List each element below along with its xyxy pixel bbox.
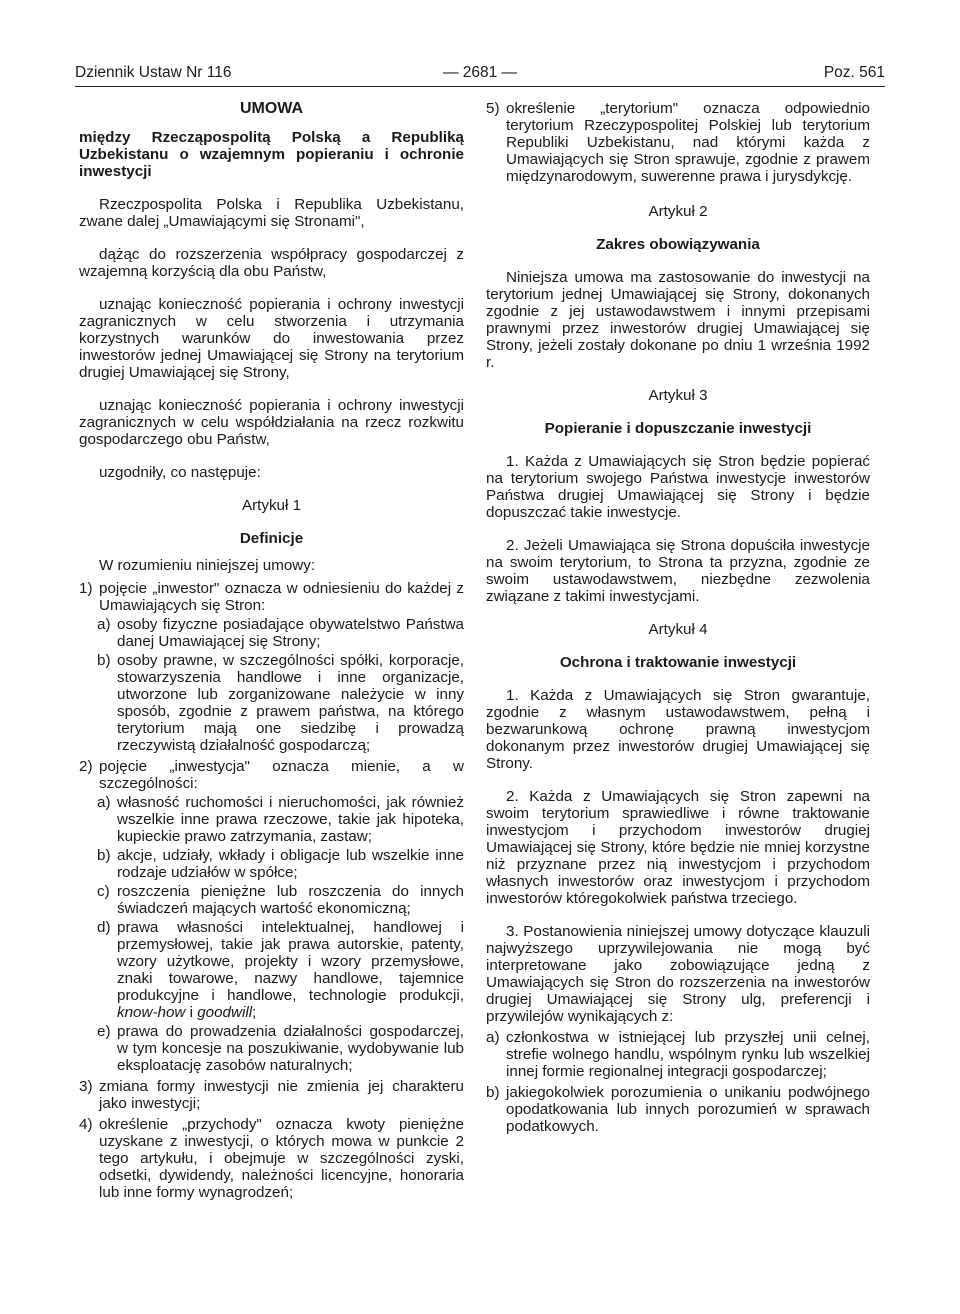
article-3-paragraph-1: 1. Każda z Umawiających się Stron będzie popierać na terytorium swojego Państwa inwestycje inwestorów Państwa drugiej Umawiającej się Strony i będzie dopuszczać takie inwestycje. <box>486 453 870 521</box>
article-4-paragraph-3: 3. Postanowienia niniejszej umowy dotyczące klauzuli najwyższego uprzywilejowania nie mogą być interpretowane jako zobowiązujące jedną z Umawiających się Stron do rozszerzenia na inwestorów drugiej Umawiającej się Strony ulg, preferencji i przywilejów wynikających z: <box>486 923 870 1025</box>
definition-4 <box>79 1116 464 1201</box>
article-2-label: Artykuł 2 <box>648 203 708 220</box>
definition-2 <box>79 758 464 792</box>
intro-paragraph: Rzeczpospolita Polska i Republika Uzbekistanu, zwane dalej „Umawiającymi się Stronami", <box>79 196 464 230</box>
item-text-italic: goodwill <box>197 1004 253 1021</box>
item-letter: b) <box>486 1084 500 1101</box>
item-number: 3) <box>79 1078 93 1095</box>
item-number: 5) <box>486 100 500 117</box>
document-subtitle: między Rzecząpospolitą Polską a Republiką Uzbekistanu o wzajemnym popieraniu i ochronie inwestycji <box>79 129 464 180</box>
article-2-title: Zakres obowiązywania <box>596 236 760 253</box>
item-text: pojęcie „inwestor" oznacza w odniesieniu do każdej z Umawiających się Stron: <box>99 580 464 614</box>
item-text: osoby prawne, w szczególności spółki, korporacje, stowarzyszenia handlowe i inne organizacje, utworzone lub zorganizowane należycie w inny sposób, zgodnie z prawem państwa, na którego terytorium mają one siedzibę i prowadzą rzeczywistą działalność gospodarczą; <box>117 652 464 754</box>
item-text: akcje, udziały, wkłady i obligacje lub wszelkie inne rodzaje udziałów w spółce; <box>117 847 464 881</box>
article-4-paragraph-1: 1. Każda z Umawiających się Stron gwarantuje, zgodnie z własnym ustawodawstwem, pełną i bezwarunkową ochronę prawną inwestycjom dokonanym przez inwestorów drugiej Umawiającej się Strony. <box>486 687 870 772</box>
item-text-italic: know-how <box>117 1004 186 1021</box>
item-text: własność ruchomości i nieruchomości, jak również wszelkie inne prawa rzeczowe, takie jak hipoteka, kupieckie prawo zatrzymania, zastaw; <box>117 794 464 845</box>
item-number: 4) <box>79 1116 93 1133</box>
definition-1a <box>79 616 464 650</box>
article-4-item-a <box>486 1029 870 1080</box>
item-text: i <box>189 1004 193 1021</box>
item-number: 2) <box>79 758 93 775</box>
definition-5 <box>486 100 870 185</box>
item-text: jakiegokolwiek porozumienia o unikaniu podwójnego opodatkowania lub innych porozumień w sprawach podatkowych. <box>506 1084 870 1135</box>
item-text: prawa do prowadzenia działalności gospodarczej, w tym koncesje na poszukiwanie, wydobywanie lub eksploatację zasobów naturalnych; <box>117 1023 464 1074</box>
page-number: — 2681 — <box>442 64 518 81</box>
definition-1b <box>79 652 464 754</box>
article-4-label: Artykuł 4 <box>648 621 708 638</box>
item-letter: a) <box>97 794 111 811</box>
agreed-line: uzgodniły, co następuje: <box>99 464 261 481</box>
item-letter: c) <box>97 883 110 900</box>
page-header <box>75 64 885 87</box>
definition-2c <box>79 883 464 917</box>
article-4-title: Ochrona i traktowanie inwestycji <box>559 654 797 671</box>
article-3-title: Popieranie i dopuszczanie inwestycji <box>544 420 812 437</box>
recital-1: dążąc do rozszerzenia współpracy gospodarczej z wzajemną korzyścią dla obu Państw, <box>79 246 464 280</box>
item-letter: e) <box>97 1023 111 1040</box>
item-letter: b) <box>97 847 111 864</box>
item-text: roszczenia pieniężne lub roszczenia do innych świadczeń mających wartość ekonomiczną; <box>117 883 464 917</box>
recital-3: uznając konieczność popierania i ochrony inwestycji zagranicznych w celu współdziałania na rzecz rozkwitu gospodarczego obu Państw, <box>79 397 464 448</box>
definition-2a <box>79 794 464 845</box>
article-2-text: Niniejsza umowa ma zastosowanie do inwestycji na terytorium jednej Umawiającej się Strony, dokonanych zgodnie z jej ustawodawstwem i innymi przepisami prawnymi przez inwestorów drugiej Umawiającej się Strony, jeżeli zostały dokonane po dniu 1 września 1992 r. <box>486 269 870 371</box>
article-4-item-b <box>486 1084 870 1135</box>
item-text: osoby fizyczne posiadające obywatelstwo Państwa danej Umawiającej się Strony; <box>117 616 464 650</box>
definition-2d <box>79 919 464 1021</box>
definition-2b <box>79 847 464 881</box>
article-1-intro: W rozumieniu niniejszej umowy: <box>99 557 316 574</box>
article-1-label: Artykuł 1 <box>241 497 302 514</box>
left-column <box>79 100 464 1201</box>
position-number: Poz. 561 <box>823 64 885 81</box>
article-3-paragraph-2: 2. Jeżeli Umawiająca się Strona dopuściła inwestycje na swoim terytorium, to Strona ta przyzna, zgodnie ze swoim ustawodawstwem, niezbędne zezwolenia związane z takimi inwestycjami. <box>486 537 870 605</box>
article-4-paragraph-2: 2. Każda z Umawiających się Stron zapewni na swoim terytorium sprawiedliwe i równe traktowanie inwestycjom i przychodom inwestorów drugiej Umawiającej się Strony, które będzie nie mniej korzystne niż przyznane przez nią inwestycjom i przychodom własnych inwestorów oraz inwestycjom i przychodom inwestorów któregokolwiek państwa trzeciego. <box>486 788 870 907</box>
item-letter: b) <box>97 652 111 669</box>
item-text: ; <box>252 1004 257 1021</box>
right-column <box>486 100 870 1135</box>
definition-1 <box>79 580 464 614</box>
article-3-label: Artykuł 3 <box>648 387 708 404</box>
item-letter: d) <box>97 919 111 936</box>
item-letter: a) <box>97 616 111 633</box>
item-text: prawa własności intelektualnej, handlowej i przemysłowej, takie jak prawa autorskie, patenty, wzory użytkowe, projekty i wzory przemysłowe, znaki towarowe, nazwy handlowe, tajemnice produkcyjne i handlowe, technologie produkcji, <box>117 919 464 1004</box>
item-text: pojęcie „inwestycja" oznacza mienie, a w szczególności: <box>99 758 464 792</box>
definition-2e <box>79 1023 464 1074</box>
article-1-title: Definicje <box>239 530 304 547</box>
item-text: określenie „terytorium" oznacza odpowiednio terytorium Rzeczypospolitej Polskiej lub terytorium Republiki Uzbekistanu, nad którymi każda z Umawiających się Stron sprawuje, zgodnie z prawem międzynarodowym, suwerenne prawa i jurysdykcję. <box>506 100 870 185</box>
item-letter: a) <box>486 1029 500 1046</box>
recital-2: uznając konieczność popierania i ochrony inwestycji zagranicznych w celu stworzenia i utrzymania korzystnych warunków do inwestowania przez inwestorów jednej Umawiającej się Strony na terytorium drugiej Umawiającej się Strony, <box>79 296 464 381</box>
item-text: członkostwa w istniejącej lub przyszłej unii celnej, strefie wolnego handlu, wspólnym rynku lub wszelkiej innej formie regionalnej integracji gospodarczej; <box>506 1029 870 1080</box>
item-text: określenie „przychody" oznacza kwoty pieniężne uzyskane z inwestycji, o których mowa w punkcie 2 tego artykułu, i obejmuje w szczególności zyski, odsetki, dywidendy, należności licencyjne, honoraria lub inne formy wynagrodzeń; <box>99 1116 464 1201</box>
journal-title: Dziennik Ustaw Nr 116 <box>75 64 232 81</box>
document-title: UMOWA <box>239 100 304 117</box>
item-text: zmiana formy inwestycji nie zmienia jej charakteru jako inwestycji; <box>99 1078 464 1112</box>
definition-3 <box>79 1078 464 1112</box>
item-number: 1) <box>79 580 93 597</box>
